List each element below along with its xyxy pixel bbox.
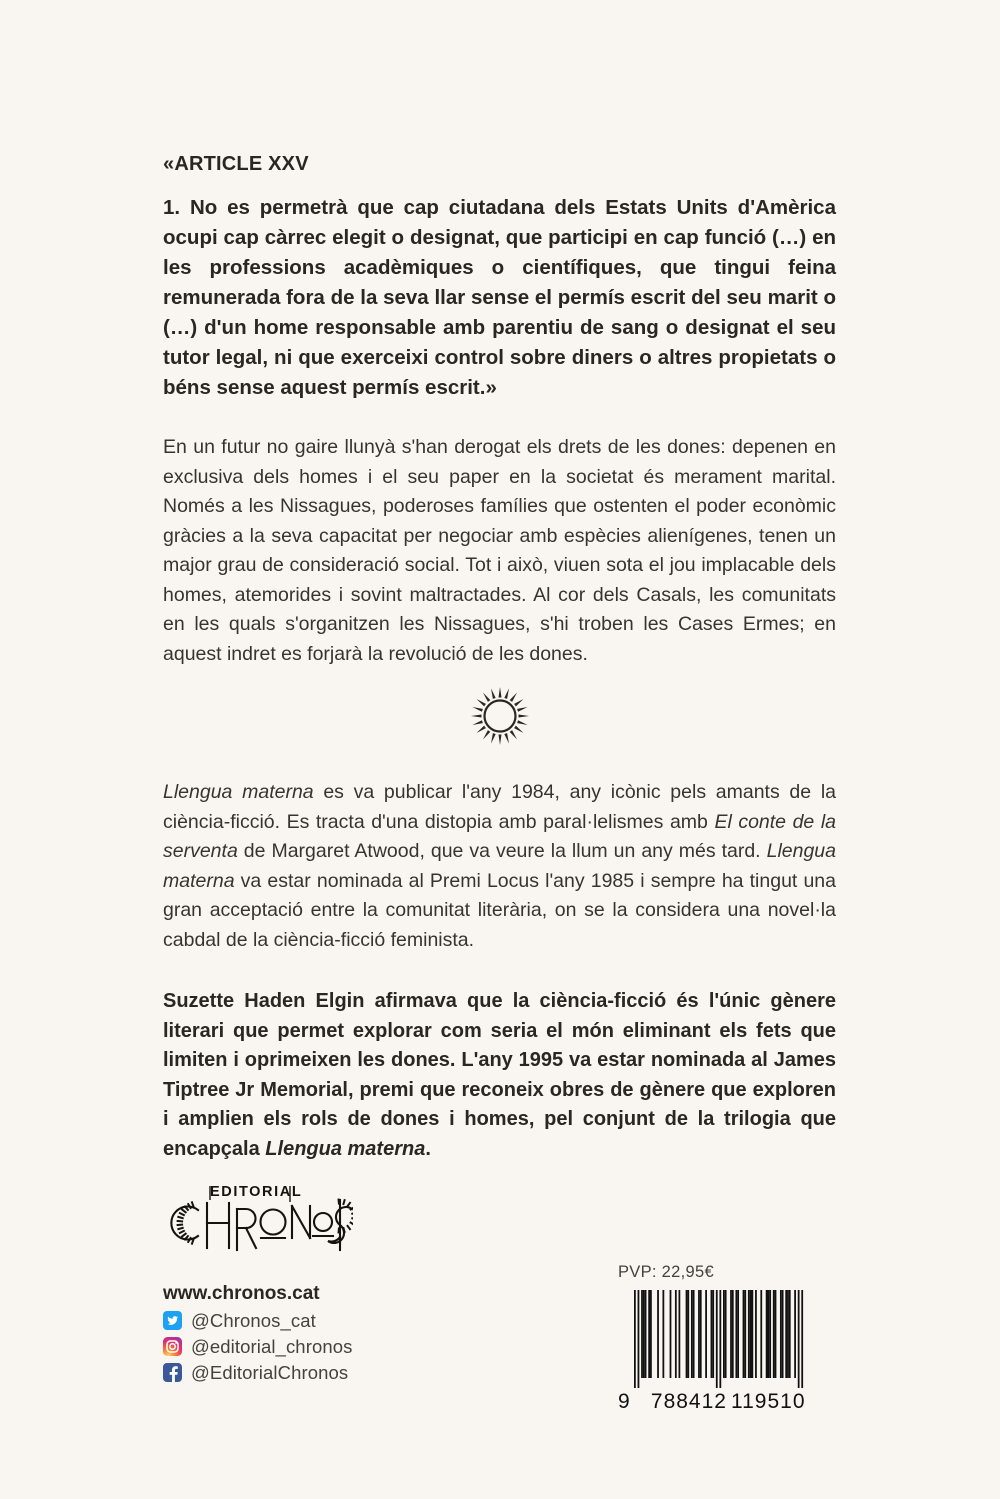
barcode-digit-group-1: 788412 <box>650 1390 727 1413</box>
instagram-icon[interactable] <box>163 1337 182 1356</box>
quote-body: 1. No es permetrà que cap ciutadana dels Estats Units d'Amèrica ocupi cap càrrec elegit o designat, que participi en cap funció (…) en les professions acadèmiques o científiques, que tingui feina remunerada fora de la seva llar sense el permís escrit del seu marit o (…) d'un home responsable amb parentiu de sang o designat el seu tutor legal, ni que exerceixi control sobre diners o altres propietats o béns sense aquest permís escrit.» <box>163 196 836 399</box>
quote-heading: «ARTICLE XXV <box>163 153 309 175</box>
facebook-icon[interactable] <box>163 1363 182 1382</box>
logo-editorial-text: EDITORIAL <box>210 1184 303 1200</box>
website-link[interactable]: www.chronos.cat <box>163 1283 320 1304</box>
publication-note-title-4: Llengua materna <box>163 840 836 892</box>
ornament-container <box>163 685 836 747</box>
publication-note-text-1: es va publicar l'any 1984, any icònic pels amants de la ciència-ficció. Es tracta d'una distopia amb paral·lelismes amb <box>163 781 836 833</box>
publisher-logo <box>163 1176 353 1256</box>
publication-note-text-5: va estar nominada al Premi Locus l'any 1985 i sempre ha tingut una gran acceptació entre la comunitat literària, on se la considera una novel·la cabdal de la ciència-ficció feminista. <box>163 869 836 951</box>
author-note-text-2: . <box>425 1137 431 1160</box>
ean13-barcode <box>616 1288 846 1416</box>
barcode-digit-group-2: 119510 <box>731 1390 806 1413</box>
notes-block <box>163 778 836 1164</box>
instagram-handle[interactable]: @editorial_chronos <box>191 1336 353 1357</box>
twitter-handle[interactable]: @Chronos_cat <box>191 1310 316 1331</box>
barcode-block <box>616 1263 846 1416</box>
social-row-instagram[interactable] <box>163 1334 463 1359</box>
sun-ornament-icon <box>469 685 531 747</box>
facebook-handle[interactable]: @EditorialChronos <box>191 1362 349 1383</box>
synopsis-paragraph: En un futur no gaire llunyà s'han derogat els drets de les dones: depenen en exclusiva dels homes i el seu paper en la societat és merament marital. Només a les Nissagues, poderoses famílies que ostenten el poder econòmic gràcies a la seva capacitat per negociar amb espècies alienígenes, tenen un major grau de consideració social. Tot i això, viuen sota el jou implacable dels homes, atemorides i sovint maltractades. Al cor dels Casals, les comunitats en les quals s'organitzen les Nissagues, s'hi troben les Cases Ermes; en aquest indret es forjarà la revolució de les dones. <box>163 436 836 665</box>
author-note-title-1: Llengua materna <box>265 1137 426 1160</box>
author-note <box>163 987 836 1164</box>
social-row-facebook[interactable] <box>163 1360 463 1385</box>
twitter-icon[interactable] <box>163 1311 182 1330</box>
publication-note-text-3: de Margaret Atwood, que va veure la llum un any més tard. <box>237 840 767 862</box>
barcode-digit-group-0: 9 <box>618 1390 631 1413</box>
contact-block <box>163 1281 463 1386</box>
quote-block <box>163 152 836 669</box>
publication-note-title-2: El conte de la serventa <box>163 810 836 862</box>
price-label: PVP: 22,95€ <box>618 1263 714 1281</box>
publication-note <box>163 778 836 955</box>
social-row-twitter[interactable] <box>163 1308 463 1333</box>
author-note-text-0: Suzette Haden Elgin afirmava que la ciència-ficció és l'únic gènere literari que permet explorar com seria el món eliminant els fets que limiten i oprimeixen les dones. L'any 1995 va estar nominada al James Tiptree Jr Memorial, premi que reconeix obres de gènere que exploren i amplien els rols de dones i homes, pel conjunt de la trilogia que encapçala <box>163 990 836 1160</box>
publication-note-title-0: Llengua materna <box>163 781 314 803</box>
